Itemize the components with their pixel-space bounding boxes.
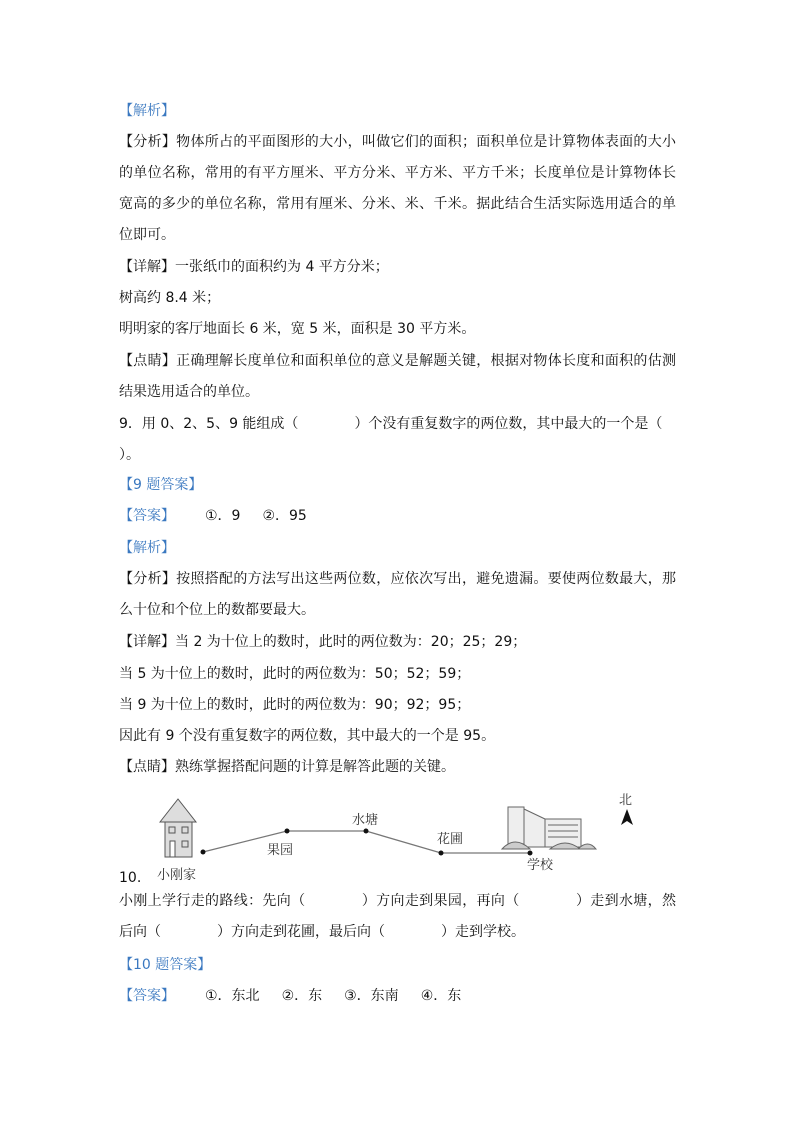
q9-text: 9．用 0、2、5、9 能组成（ bbox=[119, 416, 299, 432]
key-point-text: 正确理解长度单位和面积单位的意义是解题关键，根据对物体长度和面积的估测结果选用适合的单位。 bbox=[119, 353, 677, 400]
analysis-text: 按照搭配的方法写出这些两位数，应依次写出，避免遗漏。要使两位数最大，那么十位和个位上的数都要最大。 bbox=[119, 571, 677, 618]
key-point-paragraph bbox=[119, 752, 676, 783]
detail-line: 树高约 8.4 米； bbox=[119, 290, 221, 306]
q9-analysis-heading: 【解析】 bbox=[119, 540, 175, 556]
detail-text: 当 2 为十位上的数时，此时的两位数为：20；25；29； bbox=[175, 634, 527, 650]
route-line bbox=[203, 831, 530, 853]
question-10 bbox=[119, 886, 676, 948]
detail-text: 一张纸巾的面积约为 4 平方分米； bbox=[175, 259, 389, 275]
analysis-tag: 【分析】 bbox=[119, 134, 177, 150]
detail-line: 当 5 为十位上的数时，此时的两位数为：50；52；59； bbox=[119, 666, 471, 682]
answer-item: ②．95 bbox=[262, 508, 307, 524]
answer-item: ②．东 bbox=[281, 988, 323, 1004]
q9-answer-title: 【9 题答案】 bbox=[119, 477, 203, 493]
detail-line bbox=[119, 252, 676, 283]
route-point bbox=[285, 829, 290, 834]
q10-text: ）方向走到果园，再向（ bbox=[361, 893, 520, 909]
north-arrow-icon bbox=[621, 809, 633, 825]
answer-item: ①．9 bbox=[205, 508, 241, 524]
key-point-tag: 【点睛】 bbox=[119, 759, 175, 775]
question-9 bbox=[119, 409, 676, 471]
q9-analysis bbox=[119, 564, 676, 626]
north-label: 北 bbox=[619, 793, 633, 808]
q10-text: ）走到水塘，然后向（ bbox=[119, 893, 676, 940]
q10-number: 10. bbox=[119, 870, 142, 886]
analysis-heading: 【解析】 bbox=[119, 103, 175, 119]
analysis-paragraph bbox=[119, 127, 676, 251]
analysis-tag: 【分析】 bbox=[119, 571, 177, 587]
answer-item: ①．东北 bbox=[205, 988, 260, 1004]
school-building-icon bbox=[502, 807, 596, 849]
q9-text: ）。 bbox=[119, 447, 140, 463]
detail-line: 明明家的客厅地面长 6 米，宽 5 米，面积是 30 平方米。 bbox=[119, 321, 476, 337]
route-point bbox=[364, 829, 369, 834]
pond-label: 水塘 bbox=[352, 813, 379, 828]
detail-tag: 【详解】 bbox=[119, 634, 175, 650]
garden-label: 花圃 bbox=[437, 832, 464, 847]
q9-text: ）个没有重复数字的两位数，其中最大的一个是（ bbox=[354, 416, 663, 432]
analysis-text: 物体所占的平面图形的大小，叫做它们的面积；面积单位是计算物体表面的大小的单位名称，常用的有平方厘米、平方分米、平方米、平方千米；长度单位是计算物体长宽高的多少的单位名称，常用有厘米、分米、米、千米。据此结合生活实际选用适合的单位即可。 bbox=[119, 134, 677, 243]
route-point bbox=[439, 851, 444, 856]
orchard-label: 果园 bbox=[267, 843, 294, 858]
q10-text: 小刚上学行走的路线：先向（ bbox=[119, 893, 306, 909]
key-point-tag: 【点睛】 bbox=[119, 353, 177, 369]
answer-item: ④．东 bbox=[420, 988, 462, 1004]
route-point bbox=[528, 851, 533, 856]
answer-tag: 【答案】 bbox=[119, 508, 175, 524]
home-label: 小刚家 bbox=[157, 868, 197, 883]
key-point-text: 熟练掌握搭配问题的计算是解答此题的关键。 bbox=[175, 759, 455, 775]
key-point-paragraph bbox=[119, 346, 676, 408]
q9-answer bbox=[119, 501, 676, 532]
detail-tag: 【详解】 bbox=[119, 259, 175, 275]
house-icon bbox=[160, 799, 196, 857]
detail-line bbox=[119, 627, 676, 658]
answer-tag: 【答案】 bbox=[119, 988, 175, 1004]
detail-line: 当 9 为十位上的数时，此时的两位数为：90；92；95； bbox=[119, 697, 471, 713]
answer-item: ③．东南 bbox=[344, 988, 399, 1004]
q10-answer-title: 【10 题答案】 bbox=[119, 957, 212, 973]
route-point bbox=[201, 850, 206, 855]
detail-line: 因此有 9 个没有重复数字的两位数，其中最大的一个是 95。 bbox=[119, 728, 496, 744]
q10-answer bbox=[119, 981, 676, 1012]
q10-text: ）方向走到花圃，最后向（ bbox=[217, 924, 385, 940]
school-label: 学校 bbox=[527, 858, 554, 873]
q10-text: ）走到学校。 bbox=[441, 924, 525, 940]
